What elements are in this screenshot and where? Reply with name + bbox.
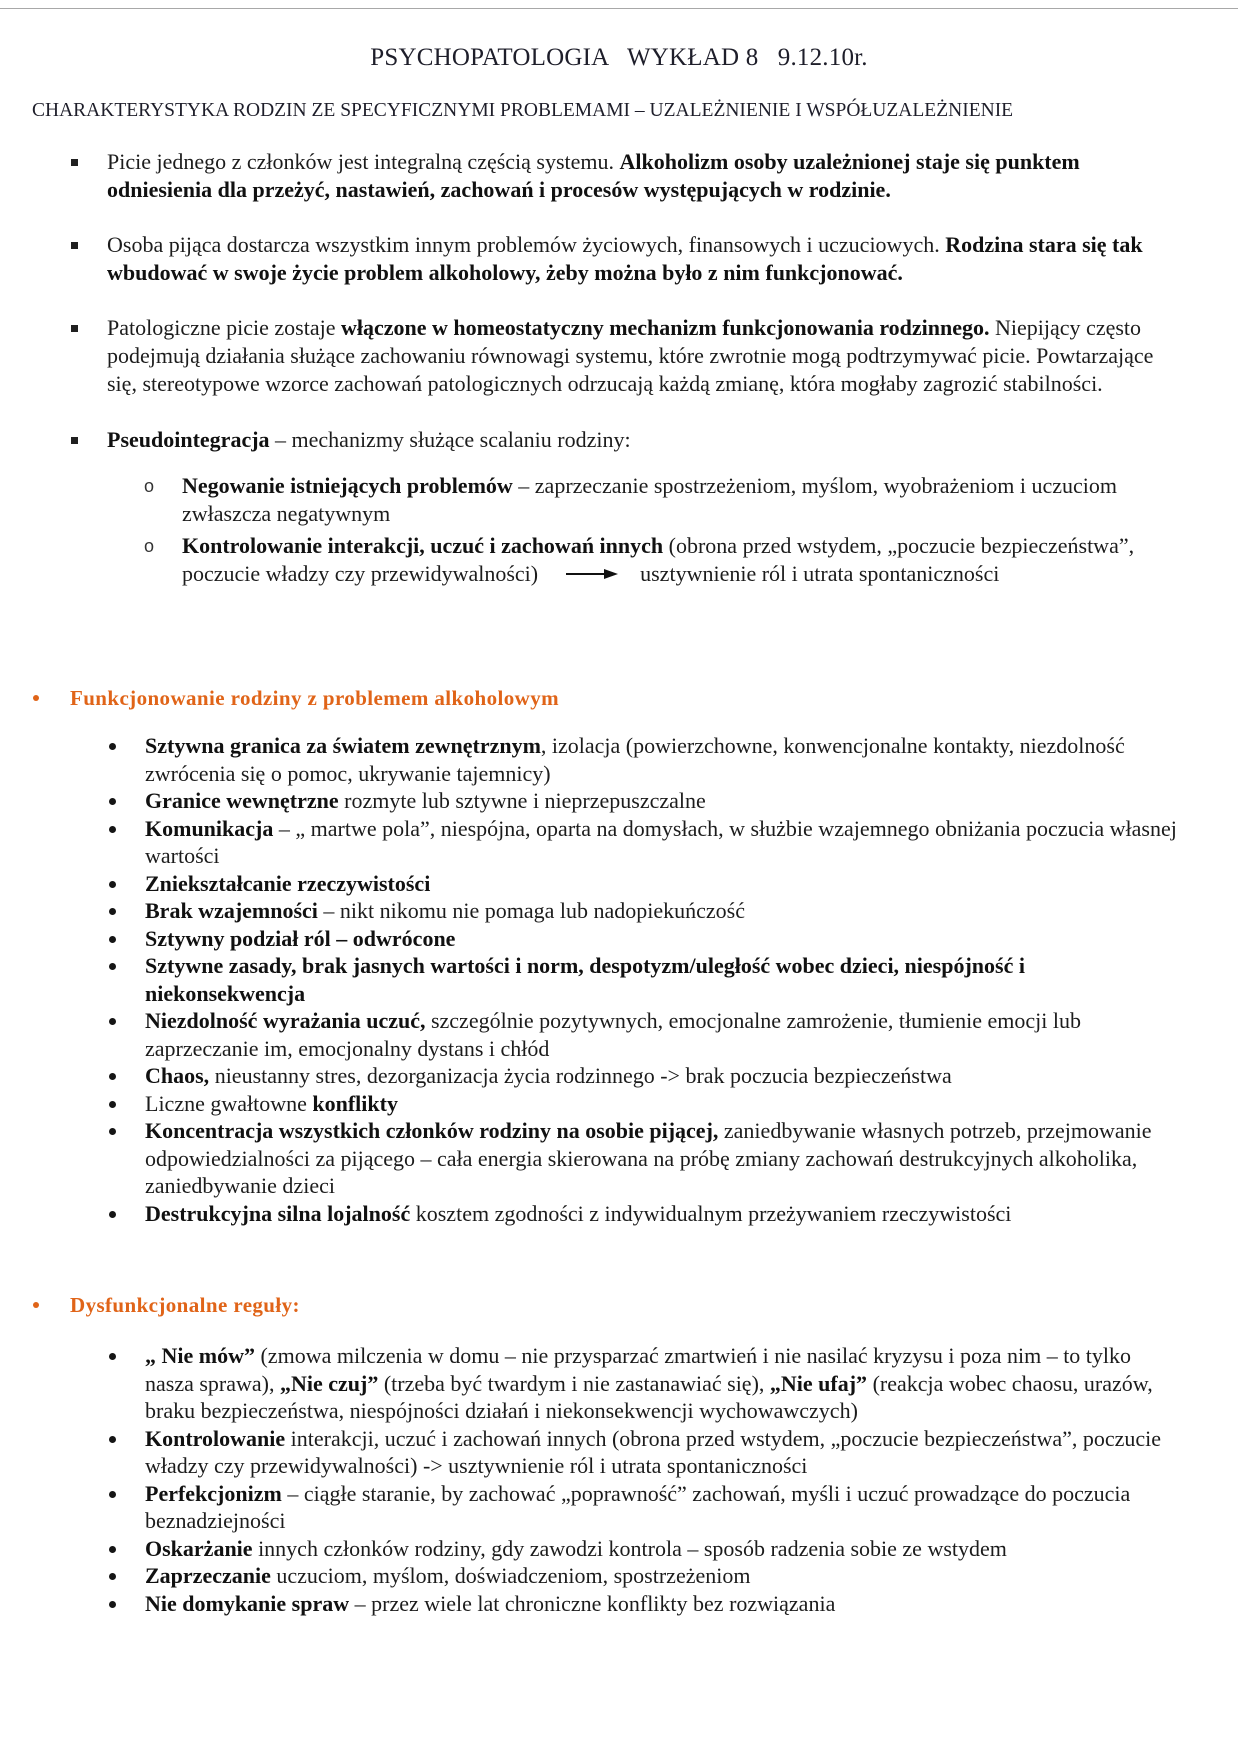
rule-bold: Perfekcjonizm <box>145 1480 282 1506</box>
intro-bold: Pseudointegracja <box>107 427 270 452</box>
intro-bold: Alkoholizm osoby uzależnionej staje się punktem odniesienia dla przeżyć, nastawień, zachowań i procesów występujących w rodzinie. <box>107 149 1080 202</box>
rule-text: – ciągłe staranie, by zachować „poprawność” zachowań, myśli i uczuć prowadzące do poczucia beznadziejności <box>145 1480 1131 1533</box>
rule-text: uczuciom, myślom, doświadczeniom, spostrzeżeniom <box>270 1563 751 1588</box>
bullet-icon <box>33 695 39 701</box>
bullet-icon <box>109 1128 116 1135</box>
functioning-bold: Granice wewnętrzne <box>145 788 339 813</box>
functioning-bold: Sztywny podział ról – odwrócone <box>145 925 456 951</box>
bullet-icon <box>109 1491 116 1498</box>
circle-bullet-icon: o <box>144 476 155 496</box>
rule-bold: Nie domykanie spraw <box>145 1590 350 1616</box>
intro-bold: włączone w homeostatyczny mechanizm funkcjonowania rodzinnego. <box>340 315 990 340</box>
pseudo-bold: Negowanie istniejących problemów <box>182 473 513 498</box>
functioning-bold: Destrukcyjna silna lojalność <box>145 1200 411 1226</box>
rule-bold: „Nie ufaj” <box>769 1370 868 1396</box>
rule-item <box>0 1342 1185 1425</box>
section-heading: CHARAKTERYSTYKA RODZIN ZE SPECYFICZNYMI PROBLEMAMI – UZALEŻNIENIE I WSPÓŁUZALEŻNIENIE <box>32 100 1014 121</box>
functioning-bold: konflikty <box>312 1090 398 1116</box>
functioning-item <box>0 1062 1185 1090</box>
functioning-item <box>0 952 1185 1007</box>
intro-text: Picie jednego z członków jest integralną częścią systemu. <box>107 149 620 174</box>
functioning-bold: Brak wzajemności <box>145 898 318 923</box>
bullet-icon <box>109 1353 116 1360</box>
section-family-functioning <box>0 684 1238 1227</box>
pseudo-item <box>0 472 1152 528</box>
section-title-text: Dysfunkcjonalne reguły: <box>70 1293 300 1317</box>
square-bullet-icon <box>71 242 78 249</box>
rule-item <box>0 1562 1185 1590</box>
intro-item <box>0 314 1157 398</box>
rule-bold: Oskarżanie <box>145 1535 253 1561</box>
rule-bold: „ Nie mów” <box>145 1343 255 1368</box>
functioning-bold: Komunikacja <box>145 815 274 841</box>
functioning-bold: Koncentracja wszystkich członków rodziny na osobie pijącej, <box>145 1118 719 1143</box>
section-title <box>0 1291 1238 1319</box>
rule-bold: Zaprzeczanie <box>145 1563 271 1588</box>
bullet-icon <box>109 936 116 943</box>
square-bullet-icon <box>71 159 78 166</box>
bullet-icon <box>109 1601 116 1608</box>
bullet-icon <box>109 1546 116 1553</box>
functioning-bold: Zniekształcanie rzeczywistości <box>145 870 431 896</box>
bullet-icon <box>109 881 116 888</box>
bullet-icon <box>109 826 116 833</box>
intro-text: – mechanizmy służące scalaniu rodziny: <box>269 427 631 452</box>
pseudo-text: (obrona przed wstydem, „poczucie bezpieczeństwa”, poczucie władzy czy przewidywalności) <box>182 533 1135 586</box>
bullet-icon <box>109 963 116 970</box>
rule-item <box>0 1535 1185 1563</box>
functioning-text: – nikt nikomu nie pomaga lub nadopiekuńczość <box>317 898 745 923</box>
intro-item <box>0 231 1157 287</box>
bullet-icon <box>33 1302 39 1308</box>
functioning-bold: Sztywna granica za światem zewnętrznym <box>145 733 541 758</box>
functioning-bold: Chaos, <box>145 1063 210 1088</box>
square-bullet-icon <box>71 325 78 332</box>
bullet-icon <box>109 1211 116 1218</box>
rule-text: (trzeba być twardym i nie zastanawiać się), <box>378 1370 770 1396</box>
bullet-icon <box>109 1436 116 1443</box>
section-dysfunctional-rules <box>0 1291 1238 1617</box>
rule-text: innych członków rodziny, gdy zawodzi kontrola – sposób radzenia sobie ze wstydem <box>252 1535 1007 1561</box>
rule-bold: „Nie czuj” <box>280 1370 379 1396</box>
functioning-item <box>0 897 1185 925</box>
rules-list <box>0 1425 1238 1618</box>
rule-item <box>0 1425 1185 1480</box>
functioning-text: kosztem zgodności z indywidualnym przeżywaniem rzeczywistości <box>410 1200 1012 1226</box>
functioning-item <box>0 1200 1185 1228</box>
functioning-item <box>0 1007 1185 1062</box>
functioning-list <box>0 732 1238 1227</box>
intro-list <box>0 148 1238 588</box>
bullet-icon <box>109 1101 116 1108</box>
functioning-bold: Sztywne zasady, brak jasnych wartości i norm, despotyzm/uległość wobec dzieci, niespójność i niekonsekwencja <box>145 953 1025 1006</box>
intro-text: Patologiczne picie zostaje <box>107 315 341 340</box>
intro-item <box>0 426 1157 454</box>
section-title <box>0 684 1238 712</box>
bullet-icon <box>109 1573 116 1580</box>
functioning-text: nieustanny stres, dezorganizacja życia rodzinnego -> brak poczucia bezpieczeństwa <box>209 1063 952 1088</box>
functioning-text: – „ martwe pola”, niespójna, oparta na domysłach, w służbie wzajemnego obniżania poczucia własnej wartości <box>145 815 1177 868</box>
rule-text: (zmowa milczenia w domu – nie przysparzać zmartwień i nie nasilać kryzysu i poza nim – to tylko nasza sprawa), <box>145 1343 1132 1396</box>
rule-item <box>0 1590 1185 1618</box>
bullet-icon <box>109 1073 116 1080</box>
rule-text: – przez wiele lat chroniczne konflikty bez rozwiązania <box>349 1590 836 1616</box>
functioning-item <box>0 1090 1185 1118</box>
bullet-icon <box>109 908 116 915</box>
section-title-text: Funkcjonowanie rodziny z problemem alkoholowym <box>70 686 559 710</box>
functioning-bold: Niezdolność wyrażania uczuć, <box>145 1008 426 1033</box>
functioning-text: , izolacja (powierzchowne, konwencjonalne kontakty, niezdolność zwrócenia się o pomoc, ukrywanie tajemnicy) <box>145 733 1125 786</box>
functioning-item <box>0 1117 1185 1200</box>
functioning-item <box>0 732 1185 787</box>
functioning-text: zaniedbywanie własnych potrzeb, przejmowanie odpowiedzialności za pijącego – cała energia skierowana na próbę zmiany zachowań destrukcyjnych alkoholika, zaniedbywanie dzieci <box>145 1118 1152 1198</box>
right-arrow-icon <box>566 568 618 580</box>
rule-text: interakcji, uczuć i zachowań innych (obrona przed wstydem, „poczucie bezpieczeństwa”, poczucie władzy czy przewidywalności) -> usztywnienie ról i utrata spontaniczności <box>145 1425 1162 1478</box>
functioning-item <box>0 925 1185 953</box>
bullet-icon <box>109 1018 116 1025</box>
page-title: PSYCHOPATOLOGIA WYKŁAD 8 9.12.10r. <box>370 44 868 71</box>
intro-bold: Rodzina stara się tak wbudować w swoje życie problem alkoholowy, żeby można było z nim funkcjonować. <box>107 232 1143 285</box>
functioning-text: szczególnie pozytywnych, emocjonalne zamrożenie, tłumienie emocji lub zaprzeczanie im, emocjonalny dystans i chłód <box>145 1008 1081 1061</box>
rule-text: (reakcja wobec chaosu, urazów, braku bezpieczeństwa, niespójności działań i niekonsekwencji wychowawczych) <box>145 1370 1153 1423</box>
rule-bold: Kontrolowanie <box>145 1425 286 1451</box>
intro-text: Niepijący często podejmują działania służące zachowaniu równowagi systemu, które zwrotnie mogą podtrzymywać picie. Powtarzające się, stereotypowe wzorce zachowań patologicznych odrzucają każdą zmianę, która mogłaby zagrozić stabilności. <box>107 315 1154 396</box>
functioning-text: Liczne gwałtowne <box>145 1090 313 1116</box>
functioning-item <box>0 815 1185 870</box>
pseudo-text: – zaprzeczanie spostrzeżeniom, myślom, wyobrażeniom i uczuciom zwłaszcza negatywnym <box>182 473 1117 526</box>
rule-item <box>0 1480 1185 1535</box>
functioning-text: rozmyte lub sztywne i nieprzepuszczalne <box>338 788 706 813</box>
functioning-item <box>0 870 1185 898</box>
pseudo-item <box>0 532 1152 588</box>
square-bullet-icon <box>71 437 78 444</box>
intro-item <box>0 148 1157 204</box>
bullet-icon <box>109 798 116 805</box>
bullet-icon <box>109 743 116 750</box>
functioning-item <box>0 787 1185 815</box>
pseudo-bold: Kontrolowanie interakcji, uczuć i zachowań innych <box>182 533 664 558</box>
circle-bullet-icon: o <box>144 536 155 556</box>
intro-text: Osoba pijąca dostarcza wszystkim innym problemów życiowych, finansowych i uczuciowych. <box>107 232 946 257</box>
pseudo-result-text: usztywnienie ról i utrata spontaniczności <box>640 561 1000 586</box>
